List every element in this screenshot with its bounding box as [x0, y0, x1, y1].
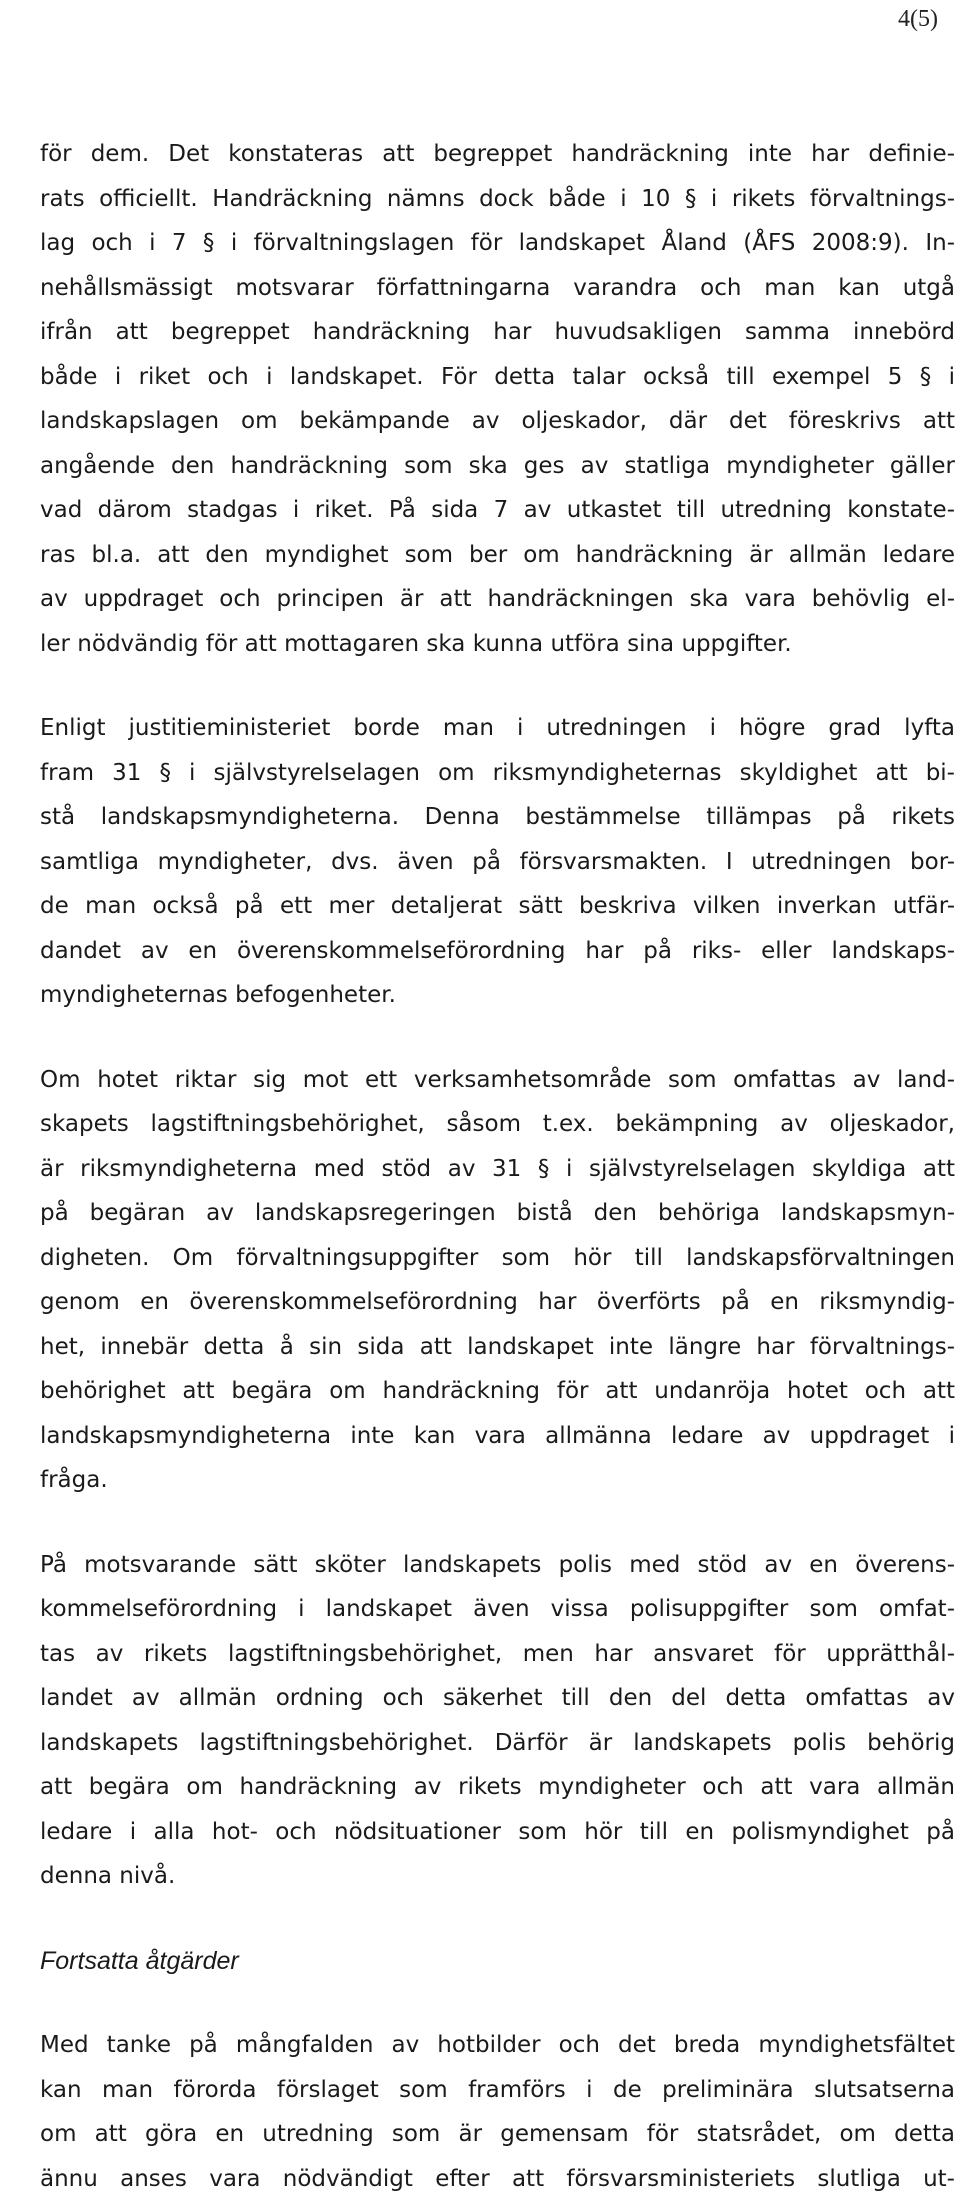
paragraph-1 [40, 132, 955, 666]
text-line: landskapslagen om bekämpande av oljeskador, där det föreskrivs att [40, 399, 955, 444]
text-line: angående den handräckning som ska ges av statliga myndigheter gäller [40, 444, 955, 489]
text-line: genom en överenskommelseförordning har överförts på en riksmyndig- [40, 1280, 955, 1325]
text-line: landet av allmän ordning och säkerhet till den del detta omfattas av [40, 1676, 955, 1721]
paragraph-2 [40, 706, 955, 1018]
text-line: ler nödvändig för att mottagaren ska kunna utföra sina uppgifter. [40, 622, 955, 667]
text-line: dandet av en överenskommelseförordning har på riks- eller landskaps- [40, 929, 955, 974]
text-line: rats officiellt. Handräckning nämns dock både i 10 § i rikets förvaltnings- [40, 177, 955, 222]
text-line: samtliga myndigheter, dvs. även på försvarsmakten. I utredningen bor- [40, 840, 955, 885]
text-line: behörighet att begära om handräckning för att undanröja hotet och att [40, 1369, 955, 1414]
paragraph-4 [40, 1543, 955, 1899]
text-line: Enligt justitieministeriet borde man i utredningen i högre grad lyfta [40, 706, 955, 751]
text-line: ännu anses vara nödvändigt efter att försvarsministeriets slutliga ut- [40, 2157, 955, 2201]
text-line: kommelseförordning i landskapet även vissa polisuppgifter som omfat- [40, 1587, 955, 1632]
text-line: landskapets lagstiftningsbehörighet. Därför är landskapets polis behörig [40, 1721, 955, 1766]
text-line: lag och i 7 § i förvaltningslagen för landskapet Åland (ÅFS 2008:9). In- [40, 221, 955, 266]
text-line: är riksmyndigheterna med stöd av 31 § i självstyrelselagen skyldiga att [40, 1147, 955, 1192]
text-line: ledare i alla hot- och nödsituationer som hör till en polismyndighet på [40, 1810, 955, 1855]
text-line: tas av rikets lagstiftningsbehörighet, men har ansvaret för upprätthål- [40, 1632, 955, 1677]
text-line: kan man förorda förslaget som framförs i de preliminära slutsatserna [40, 2068, 955, 2113]
text-line: fram 31 § i självstyrelselagen om riksmyndigheternas skyldighet att bi- [40, 751, 955, 796]
text-line: både i riket och i landskapet. För detta talar också till exempel 5 § i [40, 355, 955, 400]
text-line: denna nivå. [40, 1854, 955, 1899]
text-line: Om hotet riktar sig mot ett verksamhetsområde som omfattas av land- [40, 1058, 955, 1103]
text-line: stå landskapsmyndigheterna. Denna bestämmelse tillämpas på rikets [40, 795, 955, 840]
page-number: 4(5) [898, 6, 938, 33]
paragraph-3 [40, 1058, 955, 1503]
text-line: för dem. Det konstateras att begreppet handräckning inte har definie- [40, 132, 955, 177]
paragraph-5 [40, 2023, 955, 2201]
text-line: digheten. Om förvaltningsuppgifter som hör till landskapsförvaltningen [40, 1236, 955, 1281]
text-line: fråga. [40, 1458, 955, 1503]
text-line: Med tanke på mångfalden av hotbilder och det breda myndighetsfältet [40, 2023, 955, 2068]
text-line: landskapsmyndigheterna inte kan vara allmänna ledare av uppdraget i [40, 1414, 955, 1459]
text-line: skapets lagstiftningsbehörighet, såsom t.ex. bekämpning av oljeskador, [40, 1102, 955, 1147]
document-body [40, 132, 955, 2201]
text-line: ifrån att begreppet handräckning har huvudsakligen samma innebörd [40, 310, 955, 355]
text-line: ras bl.a. att den myndighet som ber om handräckning är allmän ledare [40, 533, 955, 578]
text-line: på begäran av landskapsregeringen bistå den behöriga landskapsmyn- [40, 1191, 955, 1236]
text-line: nehållsmässigt motsvarar författningarna varandra och man kan utgå [40, 266, 955, 311]
text-line: På motsvarande sätt sköter landskapets polis med stöd av en överens- [40, 1543, 955, 1588]
text-line: vad därom stadgas i riket. På sida 7 av utkastet till utredning konstate- [40, 488, 955, 533]
text-line: de man också på ett mer detaljerat sätt beskriva vilken inverkan utfär- [40, 884, 955, 929]
text-line: om att göra en utredning som är gemensam för statsrådet, om detta [40, 2112, 955, 2157]
text-line: myndigheternas befogenheter. [40, 973, 955, 1018]
text-line: av uppdraget och principen är att handräckningen ska vara behövlig el- [40, 577, 955, 622]
text-line: het, innebär detta å sin sida att landskapet inte längre har förvaltnings- [40, 1325, 955, 1370]
text-line: att begära om handräckning av rikets myndigheter och att vara allmän [40, 1765, 955, 1810]
section-heading: Fortsatta åtgärder [40, 1939, 955, 1984]
